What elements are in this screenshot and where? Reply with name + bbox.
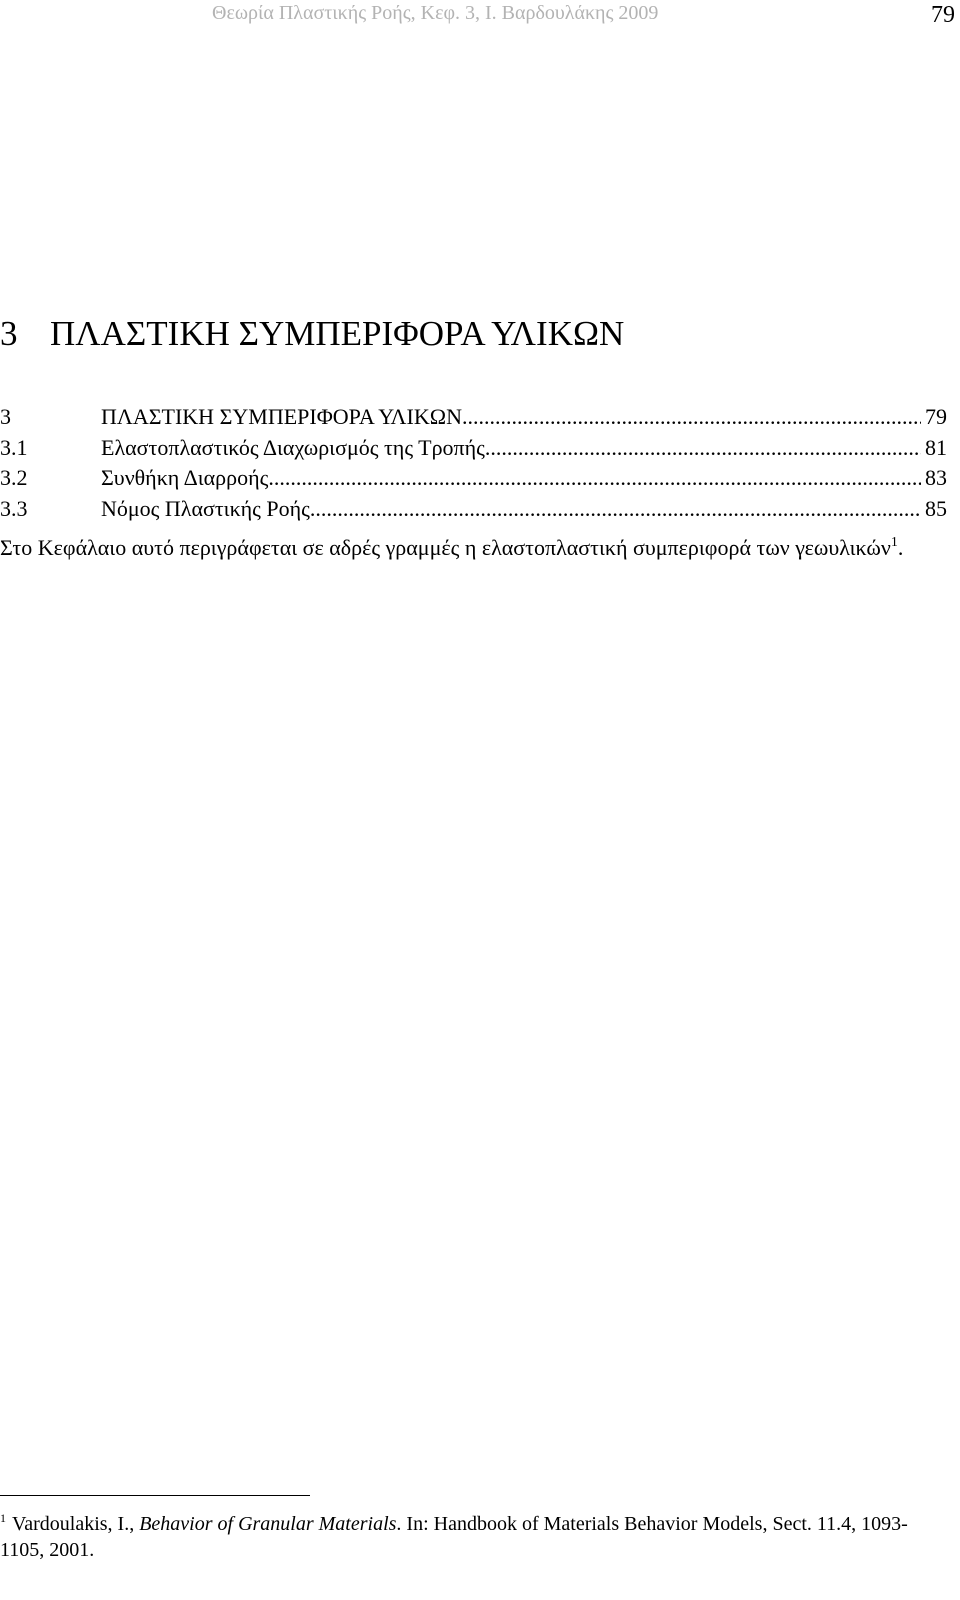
table-of-contents <box>0 402 947 524</box>
toc-entry-title: Συνθήκη Διαρροής <box>101 465 269 490</box>
toc-entry-number: 3 <box>0 404 11 429</box>
toc-entry-page: 83 <box>925 465 947 490</box>
toc-dot-leader <box>310 494 921 524</box>
toc-entry-page: 79 <box>925 404 947 429</box>
toc-entry-title: Ελαστοπλαστικός Διαχωρισμός της Τροπής <box>101 434 485 460</box>
intro-text: Στο Κεφάλαιο αυτό περιγράφεται σε αδρές γραμμές η ελαστοπλαστική συμπεριφορά των γεωυλικών <box>0 535 891 560</box>
footnote-author: Vardoulakis, I., <box>12 1513 140 1535</box>
toc-entry-number: 3.1 <box>0 434 28 460</box>
intro-end: . <box>897 535 904 560</box>
chapter-title-text: ΠΛΑΣΤΙΚΗ ΣΥΜΠΕΡΙΦΟΡΑ ΥΛΙΚΩΝ <box>50 314 625 353</box>
toc-entry[interactable] <box>0 402 947 433</box>
toc-dot-leader <box>268 463 921 493</box>
footnote-book-title: Behavior of Granular Materials <box>139 1513 397 1535</box>
toc-entry[interactable] <box>0 463 947 494</box>
toc-dot-leader <box>485 433 921 463</box>
footnote-reference[interactable]: 1 <box>890 535 898 550</box>
intro-paragraph <box>0 532 947 564</box>
chapter-title <box>0 312 624 356</box>
toc-entry-page: 81 <box>925 434 947 460</box>
footnote <box>0 1511 948 1563</box>
footnote-separator <box>0 1495 310 1496</box>
toc-dot-leader <box>462 402 921 432</box>
toc-entry-number: 3.3 <box>0 495 28 521</box>
running-header: Θεωρία Πλαστικής Ροής, Κεφ. 3, Ι. Βαρδουλάκης 2009 <box>212 2 659 24</box>
toc-entry-title: ΠΛΑΣΤΙΚΗ ΣΥΜΠΕΡΙΦΟΡΑ ΥΛΙΚΩΝ <box>101 404 462 429</box>
page-number: 79 <box>931 2 955 28</box>
toc-entry[interactable] <box>0 494 947 525</box>
toc-entry[interactable] <box>0 433 947 464</box>
toc-entry-page: 85 <box>925 495 947 521</box>
toc-entry-number: 3.2 <box>0 465 28 490</box>
footnote-rest: . In: Handbook of Materials Behavior Models, Sect. 11.4, 1093-1105, 2001. <box>0 1513 908 1561</box>
chapter-number: 3 <box>0 314 18 353</box>
toc-entry-title: Νόμος Πλαστικής Ροής <box>101 495 310 521</box>
footnote-marker: 1 <box>0 1511 6 1525</box>
